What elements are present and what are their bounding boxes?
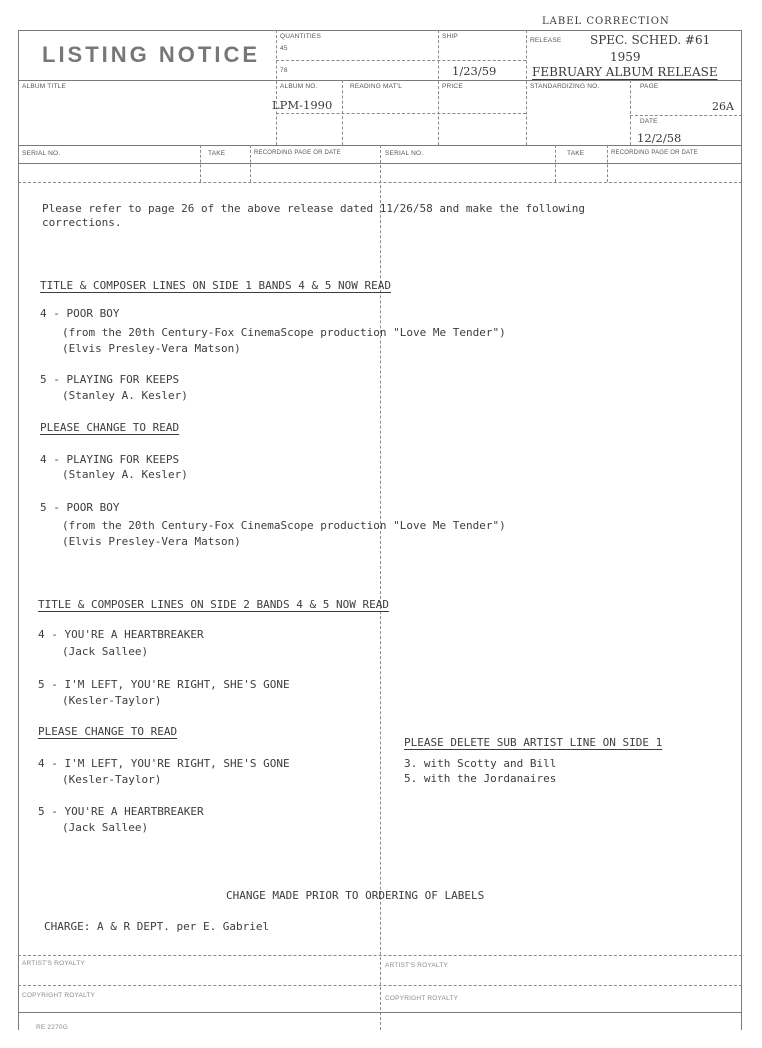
rule-v-take1	[200, 145, 201, 182]
release-name: FEBRUARY ALBUM RELEASE	[532, 65, 718, 79]
rule-v-rec1	[250, 145, 251, 182]
c1-band4-composer: (Stanley A. Kesler)	[62, 468, 188, 481]
c1-band4-title: 4 - PLAYING FOR KEEPS	[40, 453, 180, 466]
page-value: 26A	[712, 100, 734, 113]
s2-band5-composer: (Kesler-Taylor)	[62, 694, 162, 707]
rule-v-qty	[276, 30, 277, 145]
take-label-right: TAKE	[567, 150, 585, 157]
change1-heading: PLEASE CHANGE TO READ	[40, 421, 180, 434]
quantity-45: 45	[280, 45, 288, 52]
charge-line: CHARGE: A & R DEPT. per E. Gabriel	[44, 920, 270, 933]
date-label: DATE	[640, 118, 658, 125]
album-title-label: ALBUM TITLE	[22, 83, 66, 90]
copyright-royalty-left: COPYRIGHT ROYALTY	[22, 992, 96, 999]
ship-label: SHIP	[442, 33, 458, 40]
delete-line-5: 5. with the Jordanaires	[404, 772, 557, 785]
s1-band4-title: 4 - POOR BOY	[40, 307, 120, 320]
rule-right	[741, 30, 742, 1030]
rule-footer-2	[18, 985, 742, 986]
s1-band5-title: 5 - PLAYING FOR KEEPS	[40, 373, 180, 386]
release-label: RELEASE	[530, 37, 562, 44]
rule-footer-1	[18, 955, 742, 956]
quantity-78: 78	[280, 67, 288, 74]
release-year: 1959	[610, 50, 641, 64]
label-correction: LABEL CORRECTION	[542, 16, 670, 27]
reading-matl-label: READING MAT'L	[350, 83, 403, 90]
rule-v-page	[630, 80, 631, 145]
album-no-label: ALBUM NO.	[280, 83, 318, 90]
c1-band5-composer: (Elvis Presley-Vera Matson)	[62, 535, 241, 548]
album-no-value: LPM-1990	[272, 98, 333, 112]
rule-page-date	[630, 115, 742, 116]
rule-v-release	[526, 30, 527, 145]
form-number: RE 2270G	[36, 1024, 68, 1031]
artists-royalty-left: ARTIST'S ROYALTY	[22, 960, 85, 967]
rule-v-ship	[438, 30, 439, 145]
standardizing-no-label: STANDARDIZING NO.	[530, 83, 600, 90]
c1-band5-title: 5 - POOR BOY	[40, 501, 120, 514]
rule-v-reading	[342, 80, 343, 145]
rule-left	[18, 30, 19, 1030]
s2-band5-title: 5 - I'M LEFT, YOU'RE RIGHT, SHE'S GONE	[38, 678, 290, 691]
rule-album-mid	[276, 113, 526, 114]
side2-heading: TITLE & COMPOSER LINES ON SIDE 2 BANDS 4 & 5 NOW READ	[38, 598, 389, 611]
change2-heading: PLEASE CHANGE TO READ	[38, 725, 178, 738]
intro-line-1: Please refer to page 26 of the above release dated 11/26/58 and make the following	[42, 202, 586, 215]
side1-heading: TITLE & COMPOSER LINES ON SIDE 1 BANDS 4 & 5 NOW READ	[40, 279, 391, 292]
rule-top	[18, 30, 742, 31]
s2-band4-composer: (Jack Sallee)	[62, 645, 149, 658]
s1-band5-composer: (Stanley A. Kesler)	[62, 389, 188, 402]
page-label: PAGE	[640, 83, 659, 90]
release-value: SPEC. SCHED. #61	[590, 33, 711, 47]
c2-band5-title: 5 - YOU'RE A HEARTBREAKER	[38, 805, 204, 818]
s1-band4-composer: (Elvis Presley-Vera Matson)	[62, 342, 241, 355]
rule-v-take2	[555, 145, 556, 182]
s2-band4-title: 4 - YOU'RE A HEARTBREAKER	[38, 628, 204, 641]
take-label-left: TAKE	[208, 150, 226, 157]
rule-qty-mid	[276, 60, 526, 61]
s1-band4-from: (from the 20th Century-Fox CinemaScope production "Love Me Tender")	[62, 326, 506, 339]
rule-header-1	[18, 80, 742, 81]
rule-v-rec2	[607, 145, 608, 182]
date-value: 12/2/58	[637, 131, 682, 145]
intro-line-2: corrections.	[42, 216, 122, 229]
serial-no-label-left: SERIAL NO.	[22, 150, 61, 157]
price-label: PRICE	[442, 83, 463, 90]
form-title: LISTING NOTICE	[42, 42, 260, 67]
change-made-note: CHANGE MADE PRIOR TO ORDERING OF LABELS	[226, 889, 485, 902]
c2-band5-composer: (Jack Sallee)	[62, 821, 149, 834]
serial-no-label-right: SERIAL NO.	[385, 150, 424, 157]
c2-band4-composer: (Kesler-Taylor)	[62, 773, 162, 786]
recording-page-label-left: RECORDING PAGE OR DATE	[254, 150, 341, 156]
c1-band5-from: (from the 20th Century-Fox CinemaScope production "Love Me Tender")	[62, 519, 506, 532]
c2-band4-title: 4 - I'M LEFT, YOU'RE RIGHT, SHE'S GONE	[38, 757, 290, 770]
rule-footer-3	[18, 1012, 742, 1013]
quantities-label: QUANTITIES	[280, 33, 322, 40]
delete-heading: PLEASE DELETE SUB ARTIST LINE ON SIDE 1	[404, 736, 663, 749]
delete-line-3: 3. with Scotty and Bill	[404, 757, 557, 770]
artists-royalty-right: ARTIST'S ROYALTY	[385, 962, 448, 969]
copyright-royalty-right: COPYRIGHT ROYALTY	[385, 995, 459, 1002]
ship-value: 1/23/59	[452, 64, 497, 78]
recording-page-label-right: RECORDING PAGE OR DATE	[611, 150, 698, 156]
